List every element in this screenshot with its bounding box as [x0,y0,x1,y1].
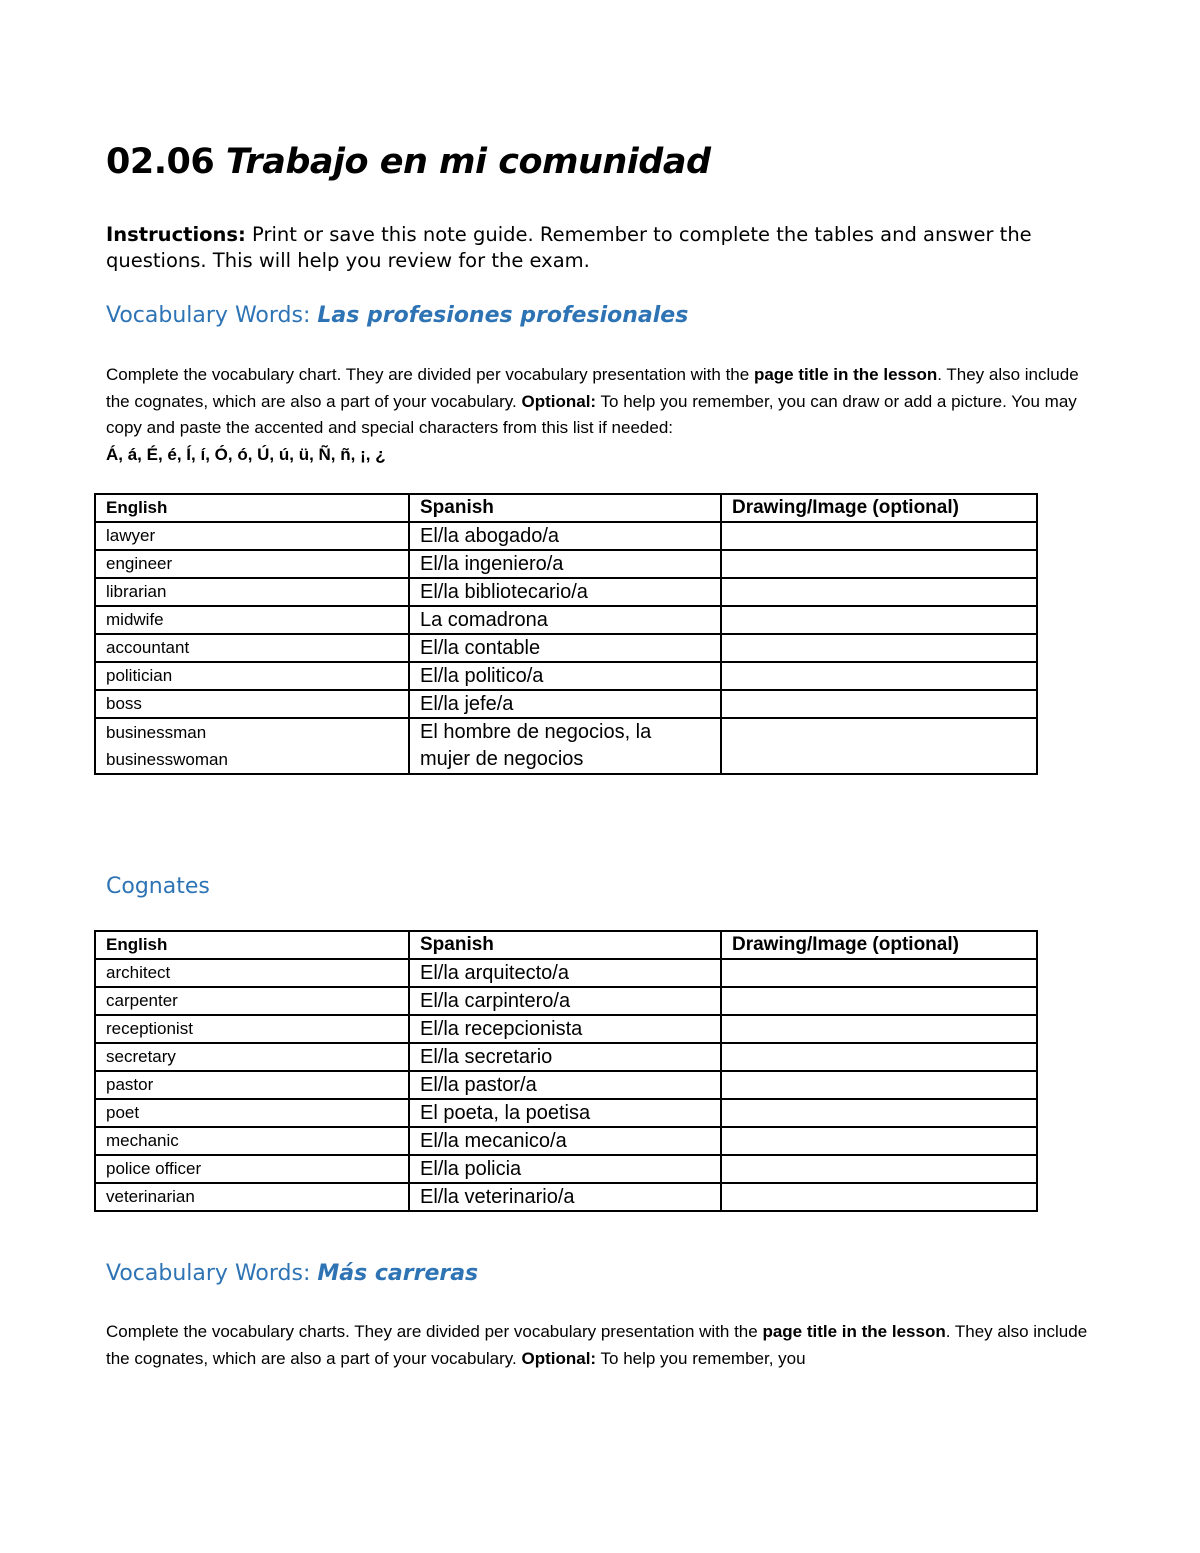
section1-heading-prefix: Vocabulary Words: [106,303,311,328]
table-row [95,662,1037,690]
spanish-cell: El/la politico/a [409,662,721,690]
drawing-cell[interactable] [721,718,1037,774]
english-cell: architect [95,959,409,987]
section3-paragraph [106,1319,1096,1372]
section1-paragraph [106,362,1096,468]
english-cell: engineer [95,550,409,578]
spanish-cell: El/la jefe/a [409,690,721,718]
english-cell: politician [95,662,409,690]
drawing-cell[interactable] [721,1071,1037,1099]
drawing-cell[interactable] [721,1183,1037,1211]
spanish-cell: El/la ingeniero/a [409,550,721,578]
para-text: Complete the vocabulary chart. They are divided per vocabulary presentation with the [106,365,750,384]
drawing-cell[interactable] [721,1099,1037,1127]
col-spanish-header: Spanish [409,494,721,522]
english-cell: midwife [95,606,409,634]
col-spanish-header: Spanish [409,931,721,959]
english-cell: librarian [95,578,409,606]
para-bold: page title in the lesson [762,1322,946,1341]
drawing-cell[interactable] [721,606,1037,634]
title-number: 02.06 [106,142,215,182]
spanish-cell: El/la contable [409,634,721,662]
title-text: Trabajo en mi comunidad [225,142,711,182]
table-row [95,606,1037,634]
english-cell: lawyer [95,522,409,550]
table-row [95,1043,1037,1071]
spanish-cell: La comadrona [409,606,721,634]
table-row [95,690,1037,718]
table-header-row [95,931,1037,959]
spanish-cell: El poeta, la poetisa [409,1099,721,1127]
english-cell: mechanic [95,1127,409,1155]
english-cell: carpenter [95,987,409,1015]
section3-heading-emph: Más carreras [317,1261,479,1286]
english-cell: receptionist [95,1015,409,1043]
english-cell: police officer [95,1155,409,1183]
table-row [95,718,1037,774]
table-row [95,1015,1037,1043]
drawing-cell[interactable] [721,578,1037,606]
drawing-cell[interactable] [721,987,1037,1015]
para-bold: Optional: [521,391,597,411]
table-row [95,522,1037,550]
table-row [95,1155,1037,1183]
para-text: . They also include the cognates, which are also a part of your vocabulary. [106,1322,1088,1368]
english-cell: pastor [95,1071,409,1099]
english-cell: boss [95,690,409,718]
instructions-text: Print or save this note guide. Remember to complete the tables and answer the questions. This will help you review for the exam. [106,223,1032,272]
col-english-header: English [95,931,409,959]
spanish-cell: El/la carpintero/a [409,987,721,1015]
page-title [106,142,711,182]
english-cell: accountant [95,634,409,662]
drawing-cell[interactable] [721,634,1037,662]
table-row [95,1099,1037,1127]
drawing-cell[interactable] [721,662,1037,690]
spanish-cell: El/la secretario [409,1043,721,1071]
para-text: To help you remember, you can draw or add a picture. You may copy and paste the accented and special characters from this list if needed: [106,391,1077,437]
drawing-cell[interactable] [721,550,1037,578]
drawing-cell[interactable] [721,959,1037,987]
table-row [95,634,1037,662]
col-english-header: English [95,494,409,522]
drawing-cell[interactable] [721,1043,1037,1071]
table-row [95,987,1037,1015]
section3-heading [106,1261,478,1286]
english-line: businessman [106,723,207,742]
english-cell: poet [95,1099,409,1127]
english-cell: veterinarian [95,1183,409,1211]
section1-heading [106,303,688,328]
english-line: businesswoman [106,750,228,769]
table-row [95,1071,1037,1099]
cognates-table [94,930,1038,1212]
section3-heading-prefix: Vocabulary Words: [106,1261,311,1286]
spanish-line: mujer de negocios [420,748,584,770]
para-bold: Optional: [521,1348,597,1368]
col-drawing-header: Drawing/Image (optional) [721,494,1037,522]
cognates-heading: Cognates [106,874,210,899]
drawing-cell[interactable] [721,1155,1037,1183]
drawing-cell[interactable] [721,690,1037,718]
english-cell: secretary [95,1043,409,1071]
spanish-cell: El/la veterinario/a [409,1183,721,1211]
drawing-cell[interactable] [721,522,1037,550]
table-row [95,578,1037,606]
table-row [95,1183,1037,1211]
spanish-cell [409,718,721,774]
drawing-cell[interactable] [721,1015,1037,1043]
para-text: . They also include the cognates, which are also a part of your vocabulary. [106,365,1079,411]
drawing-cell[interactable] [721,1127,1037,1155]
instructions-label: Instructions: [106,223,246,246]
section1-heading-emph: Las profesiones profesionales [317,303,689,328]
table-row [95,959,1037,987]
spanish-cell: El/la mecanico/a [409,1127,721,1155]
spanish-cell: El/la arquitecto/a [409,959,721,987]
table-header-row [95,494,1037,522]
para-text: Complete the vocabulary charts. They are divided per vocabulary presentation with the [106,1322,758,1341]
table-row [95,1127,1037,1155]
para-bold: page title in the lesson [753,365,938,384]
professions-table [94,493,1038,775]
english-cell [95,718,409,774]
spanish-cell: El/la recepcionista [409,1015,721,1043]
spanish-cell: El/la pastor/a [409,1071,721,1099]
accent-characters: Á, á, É, é, Í, í, Ó, ó, Ú, ú, ü, Ñ, ñ, ¡, ¿ [106,444,386,464]
table-row [95,550,1037,578]
col-drawing-header: Drawing/Image (optional) [721,931,1037,959]
para-text: To help you remember, you [600,1348,806,1368]
spanish-line: El hombre de negocios, la [420,721,652,743]
spanish-cell: El/la abogado/a [409,522,721,550]
spanish-cell: El/la bibliotecario/a [409,578,721,606]
instructions [106,222,1106,274]
spanish-cell: El/la policia [409,1155,721,1183]
